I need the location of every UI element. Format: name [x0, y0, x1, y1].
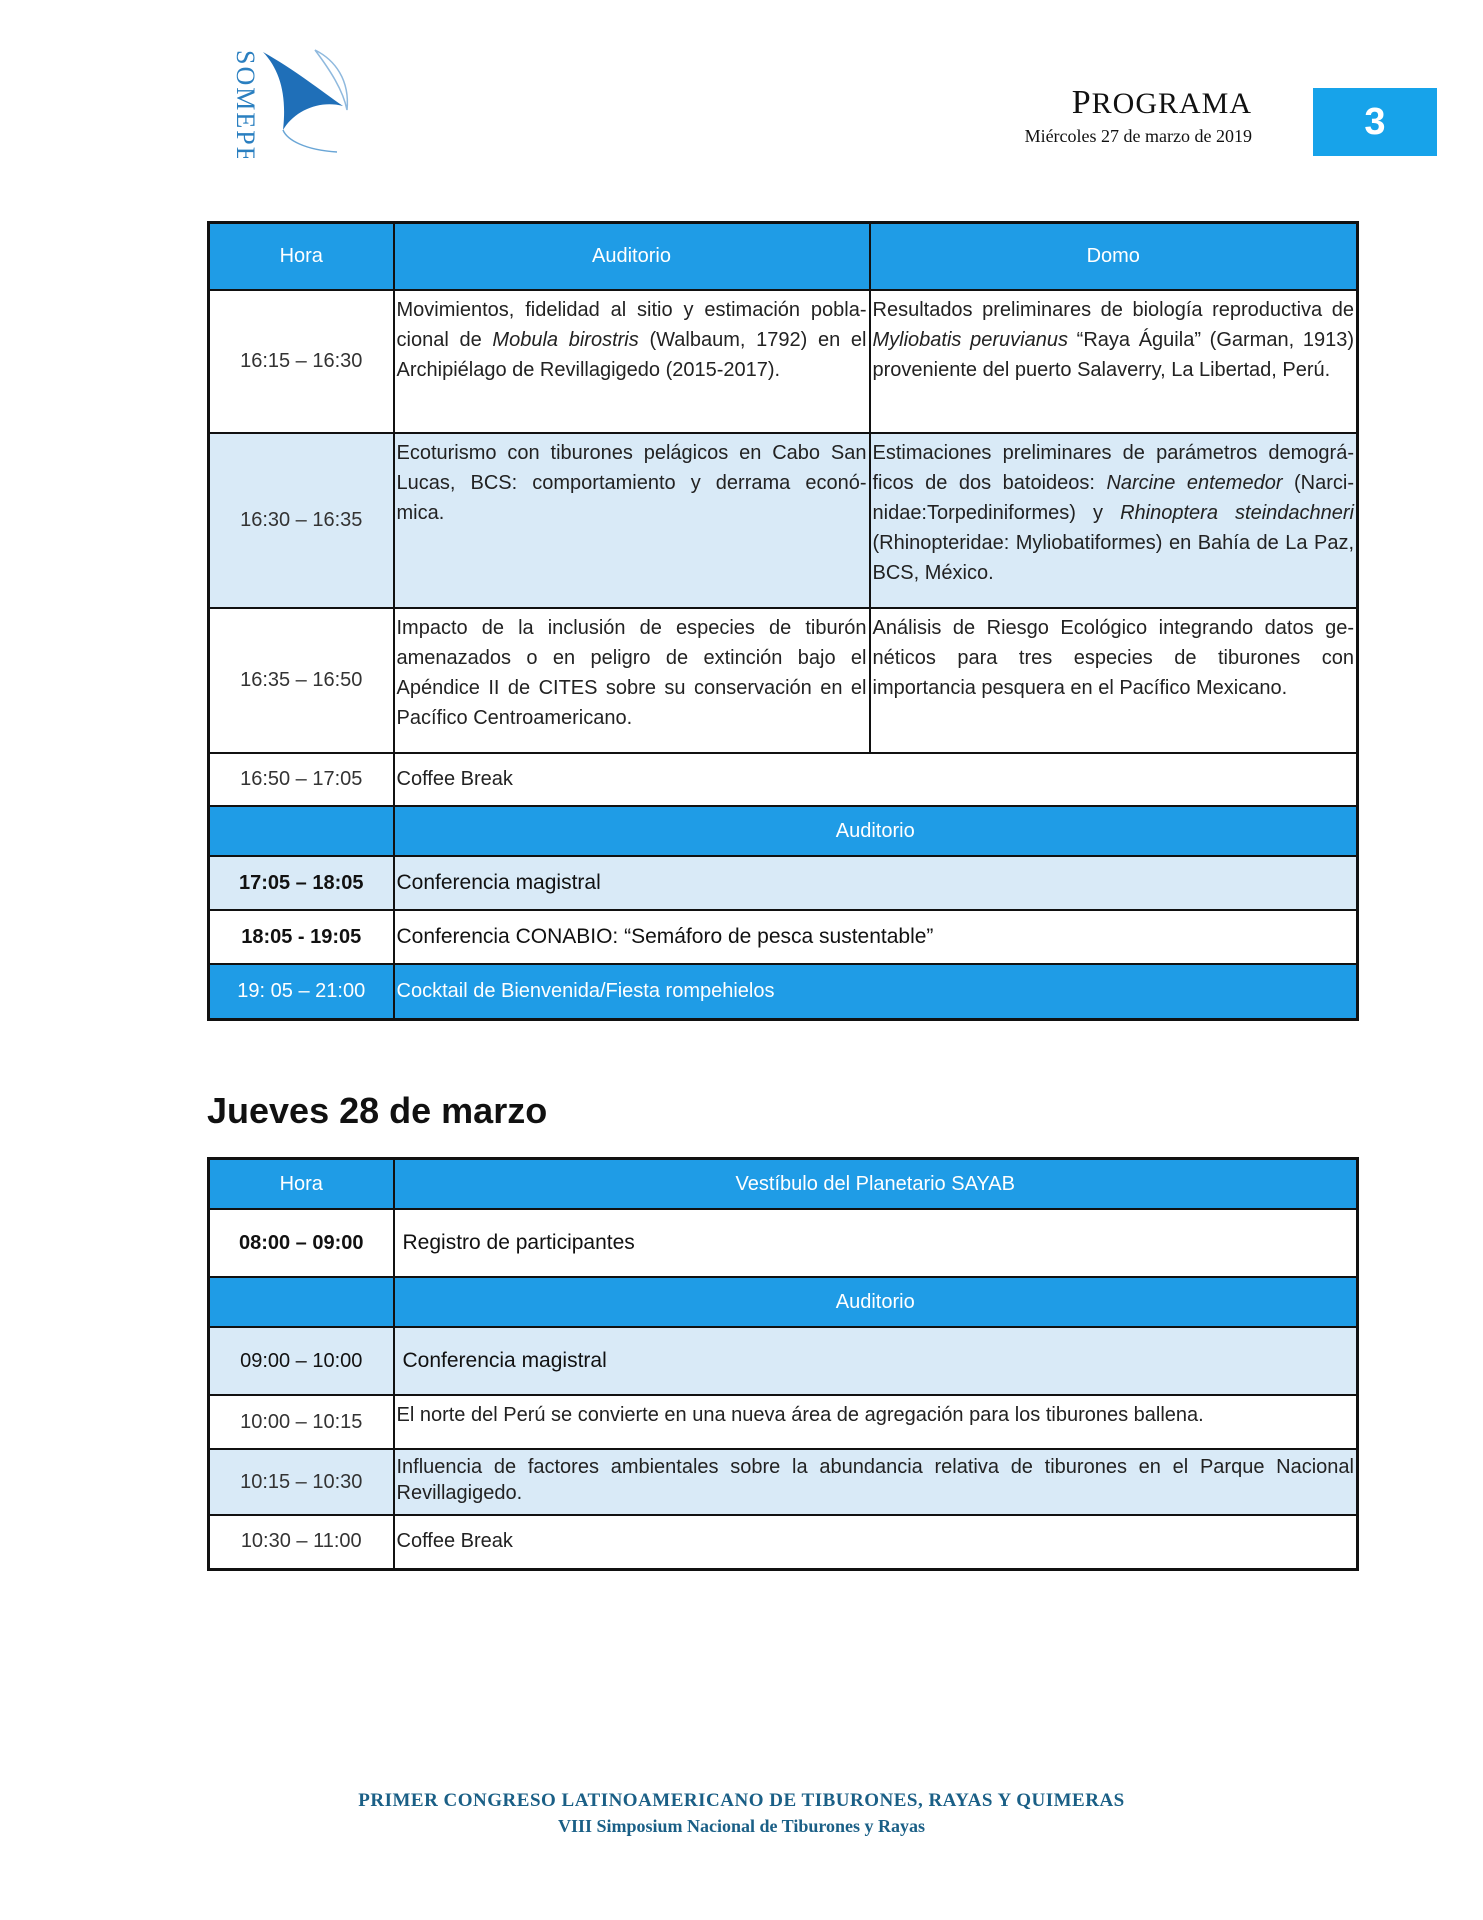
- day-heading: Jueves 28 de marzo: [207, 1090, 548, 1131]
- schedule-table-wednesday: [207, 221, 1359, 1021]
- section-header-auditorio: Auditorio: [394, 806, 1358, 856]
- row-time: 16:30 – 16:35: [209, 433, 394, 608]
- event-title: Conferencia magistral: [394, 1327, 1358, 1395]
- talk-title: El norte del Perú se convierte en una nueva área de agregación para los tiburones ballena.: [394, 1395, 1358, 1449]
- auditorio-talk: Movimientos, fidelidad al sitio y estimación pobla-cional de Mobula birostris (Walbaum, 1792) en el Archipiélago de Revillagigedo (2015-2017).: [394, 290, 870, 433]
- domo-talk: Análisis de Riesgo Ecológico integrando datos ge-néticos para tres especies de tiburones con importancia pesquera en el Pacífico Mexicano.: [870, 608, 1358, 753]
- footer-symposium-title: VIII Simposium Nacional de Tiburones y Rayas: [557, 1816, 926, 1836]
- column-header-domo: Domo: [870, 223, 1358, 291]
- row-time: 16:35 – 16:50: [209, 608, 394, 753]
- event-title: Cocktail de Bienvenida/Fiesta rompehielos: [394, 964, 1358, 1020]
- table-row: [209, 1209, 1358, 1277]
- table-row: [209, 1327, 1358, 1395]
- section-header-row: [209, 1277, 1358, 1327]
- table-row: [209, 753, 1358, 806]
- table-header-row: [209, 223, 1358, 291]
- section-header-row: [209, 806, 1358, 856]
- talk-title: Influencia de factores ambientales sobre la abundancia relativa de tiburones en el Parque Nacional Revillagigedo.: [394, 1449, 1358, 1515]
- table-row: [209, 910, 1358, 964]
- event-title: Conferencia CONABIO: “Semáforo de pesca sustentable”: [394, 910, 1358, 964]
- table-row-cocktail: [209, 964, 1358, 1020]
- page-title: PROGRAMA: [1071, 84, 1252, 121]
- footer-congress-title: PRIMER CONGRESO LATINOAMERICANO DE TIBURONES, RAYAS Y QUIMERAS: [358, 1790, 1125, 1811]
- coffee-break: Coffee Break: [394, 1515, 1358, 1569]
- event-title: Conferencia magistral: [394, 856, 1358, 910]
- row-time: 18:05 - 19:05: [209, 910, 394, 964]
- table-row: [209, 1449, 1358, 1515]
- table-row: [209, 290, 1358, 433]
- auditorio-talk: Ecoturismo con tiburones pelágicos en Cabo San Lucas, BCS: comportamiento y derrama econó-mica.: [394, 433, 870, 608]
- table-header-row: [209, 1159, 1358, 1210]
- schedule-table-thursday: [207, 1157, 1359, 1571]
- table-row: [209, 1395, 1358, 1449]
- table-row: [209, 856, 1358, 910]
- row-time: 10:00 – 10:15: [209, 1395, 394, 1449]
- somepec-logo: [225, 40, 365, 158]
- row-time: 16:50 – 17:05: [209, 753, 394, 806]
- row-time: 10:30 – 11:00: [209, 1515, 394, 1569]
- event-title: Registro de participantes: [394, 1209, 1358, 1277]
- row-time: 10:15 – 10:30: [209, 1449, 394, 1515]
- coffee-break: Coffee Break: [394, 753, 1358, 806]
- auditorio-talk: Impacto de la inclusión de especies de tiburón amenazados o en peligro de extinción bajo el Apéndice II de CITES sobre su conservación en el Pacífico Centroamericano.: [394, 608, 870, 753]
- row-time: 17:05 – 18:05: [209, 856, 394, 910]
- row-time: 08:00 – 09:00: [209, 1209, 394, 1277]
- domo-talk: Estimaciones preliminares de parámetros demográ-ficos de dos batoideos: Narcine entemedor (Narci-nidae:Torpediniformes) y Rhinoptera steindachneri (Rhinopteridae: Myliobatiformes) en Bahía de La Paz, BCS, México.: [870, 433, 1358, 608]
- svg-text:SOMEPEC: SOMEPEC: [231, 50, 260, 158]
- row-time: 19: 05 – 21:00: [209, 964, 394, 1020]
- header-date: Miércoles 27 de marzo de 2019: [1024, 126, 1252, 146]
- table-row: [209, 1515, 1358, 1569]
- column-header-hora: Hora: [209, 1159, 394, 1210]
- row-time: 16:15 – 16:30: [209, 290, 394, 433]
- table-row: [209, 433, 1358, 608]
- column-header-hora: Hora: [209, 223, 394, 291]
- table-row: [209, 608, 1358, 753]
- row-time: 09:00 – 10:00: [209, 1327, 394, 1395]
- domo-talk: Resultados preliminares de biología reproductiva de Myliobatis peruvianus “Raya Águila” (Garman, 1913) proveniente del puerto Salaverry, La Libertad, Perú.: [870, 290, 1358, 433]
- page-number-badge: 3: [1313, 88, 1437, 156]
- column-header-auditorio: Auditorio: [394, 223, 870, 291]
- column-header-venue: Vestíbulo del Planetario SAYAB: [394, 1159, 1358, 1210]
- section-header-auditorio: Auditorio: [394, 1277, 1358, 1327]
